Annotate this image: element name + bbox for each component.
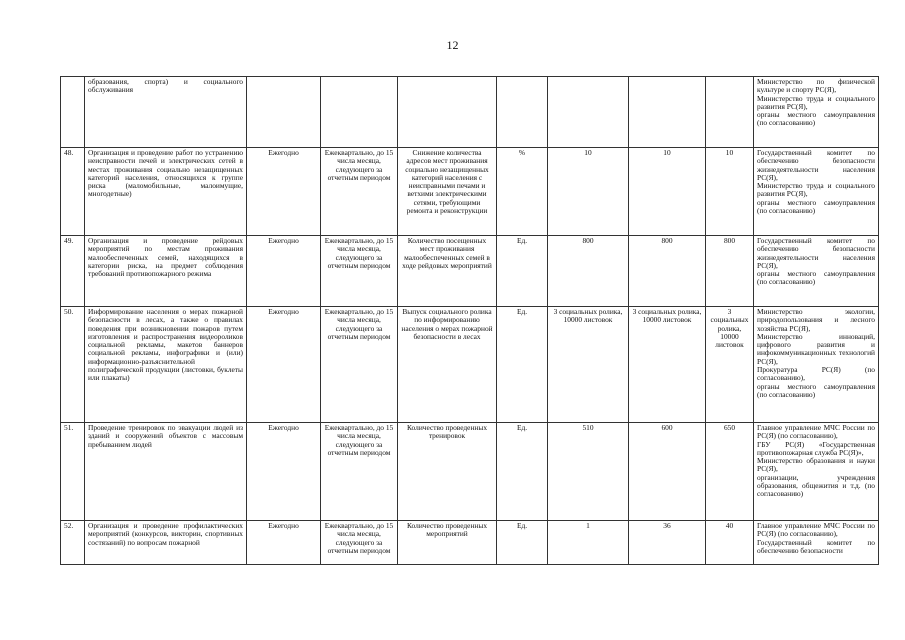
value-year-2-cell: 36	[629, 521, 706, 565]
row-number: 52.	[61, 521, 85, 565]
periodicity-cell: Ежегодно	[247, 236, 321, 307]
indicator-cell: Количество проведенных тренировок	[398, 423, 497, 521]
responsible-entry: органы местного самоуправления (по согласованию)	[757, 110, 875, 128]
value-year-3-cell: 10	[706, 148, 754, 236]
measure-cell: Информирование населения о мерах пожарной безопасности в лесах, а также о правилах поведения при возникновении пожаров путем изготовления и распространения видеороликов социальной рекламы, макетов баннеров социальной рекламы, инфографики и (или) информационно-разъяснительной полиграфической продукции (листовки, буклеты или плакаты)	[85, 307, 247, 423]
row-number: 49.	[61, 236, 85, 307]
row-number: 50.	[61, 307, 85, 423]
responsible-entry: Министерство экологии, природопользования и лесного хозяйства РС(Я),	[757, 307, 875, 333]
measure-cell: Проведение тренировок по эвакуации людей из зданий и сооружений объектов с массовым пребыванием людей	[85, 423, 247, 521]
value-year-3-cell: 40	[706, 521, 754, 565]
value-year-2-cell: 3 социальных ролика, 10000 листовок	[629, 307, 706, 423]
unit-cell: Ед.	[497, 307, 548, 423]
value-year-3-cell: 650	[706, 423, 754, 521]
responsible-cell	[754, 423, 879, 521]
indicator-cell	[398, 77, 497, 148]
value-year-1-cell: 800	[548, 236, 629, 307]
measure-cell: Организация и проведение работ по устранению неисправности печей и электрических сетей в местах проживания социально незащищенных категорий населения, относящихся к группе риска (маломобильные, малоимущие, многодетные)	[85, 148, 247, 236]
row-number	[61, 77, 85, 148]
unit-cell: %	[497, 148, 548, 236]
unit-cell: Ед.	[497, 521, 548, 565]
measure-cell: Организация и проведение профилактических мероприятий (конкурсов, викторин, спортивных состязаний) по вопросам пожарной	[85, 521, 247, 565]
value-year-3-cell	[706, 77, 754, 148]
row-number: 51.	[61, 423, 85, 521]
responsible-cell	[754, 307, 879, 423]
value-year-3-cell: 800	[706, 236, 754, 307]
value-year-1-cell	[548, 77, 629, 148]
value-year-2-cell: 10	[629, 148, 706, 236]
periodicity-cell	[247, 77, 321, 148]
table-row	[61, 77, 879, 148]
indicator-cell: Количество проведенных мероприятий	[398, 521, 497, 565]
responsible-entry: Министерство труда и социального развития РС(Я),	[757, 93, 875, 111]
value-year-2-cell: 600	[629, 423, 706, 521]
deadline-cell: Ежеквартально, до 15 числа месяца, следующего за отчетным периодом	[321, 307, 398, 423]
table-row	[61, 521, 879, 565]
periodicity-cell: Ежегодно	[247, 148, 321, 236]
responsible-entry: ГБУ РС(Я) «Государственная противопожарная служба РС(Я)»,	[757, 439, 875, 457]
deadline-cell	[321, 77, 398, 148]
plan-table-body	[61, 77, 879, 565]
responsible-entry: органы местного самоуправления (по согласованию)	[757, 269, 875, 287]
responsible-cell	[754, 77, 879, 148]
deadline-cell: Ежеквартально, до 15 числа месяца, следующего за отчетным периодом	[321, 423, 398, 521]
measure-cell: Организация и проведение рейдовых мероприятий по местам проживания малообеспеченных семей, находящихся в категории риска, на предмет соблюдения требований противопожарного режима	[85, 236, 247, 307]
table-row	[61, 148, 879, 236]
deadline-cell: Ежеквартально, до 15 числа месяца, следующего за отчетным периодом	[321, 521, 398, 565]
responsible-entry: Министерство образования и науки РС(Я),	[757, 456, 875, 474]
value-year-2-cell	[629, 77, 706, 148]
unit-cell	[497, 77, 548, 148]
periodicity-cell: Ежегодно	[247, 521, 321, 565]
responsible-entry: Главное управление МЧС России по РС(Я) (по согласованию),	[757, 521, 875, 539]
responsible-entry: Министерство труда и социального развития РС(Я),	[757, 181, 875, 199]
responsible-cell	[754, 521, 879, 565]
unit-cell: Ед.	[497, 236, 548, 307]
indicator-cell: Снижение количества адресов мест проживания социально незащищенных категорий населения с неисправными печами и ветхими электрическими сетями, требующими ремонта и реконструкции	[398, 148, 497, 236]
deadline-cell: Ежеквартально, до 15 числа месяца, следующего за отчетным периодом	[321, 236, 398, 307]
plan-table	[60, 76, 879, 565]
responsible-cell	[754, 148, 879, 236]
periodicity-cell: Ежегодно	[247, 307, 321, 423]
value-year-3-cell: 3 социальных ролика, 10000 листовок	[706, 307, 754, 423]
responsible-entry: Министерство по физической культуре и спорту РС(Я),	[757, 77, 875, 95]
responsible-entry: организации, учреждения образования, общежития и т.д. (по согласованию)	[757, 472, 875, 499]
periodicity-cell: Ежегодно	[247, 423, 321, 521]
row-number: 48.	[61, 148, 85, 236]
table-row	[61, 423, 879, 521]
indicator-cell: Количество посещенных мест проживания малообеспеченных семей в ходе рейдовых мероприятий	[398, 236, 497, 307]
responsible-entry: Главное управление МЧС России по РС(Я) (по согласованию),	[757, 423, 875, 441]
responsible-entry: органы местного самоуправления (по согласованию)	[757, 197, 875, 216]
indicator-cell: Выпуск социального ролика по информированию населения о мерах пожарной безопасности в лесах	[398, 307, 497, 423]
responsible-entry: Государственный комитет по обеспечению безопасности жизнедеятельности населения РС(Я),	[757, 236, 875, 270]
responsible-entry: органы местного самоуправления (по согласованию)	[757, 381, 875, 399]
value-year-1-cell: 1	[548, 521, 629, 565]
responsible-entry: Прокуратура РС(Я) (по согласованию),	[757, 365, 875, 383]
responsible-entry: Государственный комитет по обеспечению безопасности жизнедеятельности населения РС(Я),	[757, 148, 875, 182]
value-year-1-cell: 10	[548, 148, 629, 236]
page-number: 12	[446, 38, 459, 52]
unit-cell: Ед.	[497, 423, 548, 521]
responsible-entry: Государственный комитет по обеспечению безопасности	[757, 537, 875, 555]
deadline-cell: Ежеквартально, до 15 числа месяца, следующего за отчетным периодом	[321, 148, 398, 236]
table-row	[61, 236, 879, 307]
value-year-1-cell: 3 социальных ролика, 10000 листовок	[548, 307, 629, 423]
value-year-1-cell: 510	[548, 423, 629, 521]
value-year-2-cell: 800	[629, 236, 706, 307]
measure-cell: образования, спорта) и социального обслуживания	[85, 77, 247, 148]
responsible-cell	[754, 236, 879, 307]
table-row	[61, 307, 879, 423]
responsible-entry: Министерство инноваций, цифрового развития и инфокоммуникационных технологий РС(Я),	[757, 331, 875, 366]
